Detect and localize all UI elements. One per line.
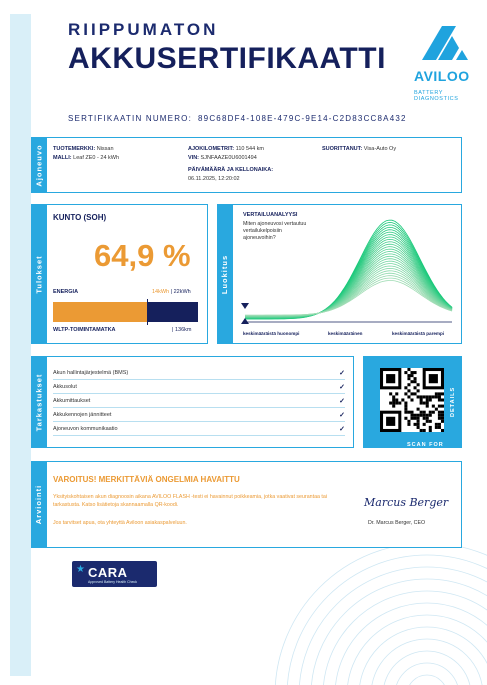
energy-label: ENERGIA: [53, 289, 79, 295]
warning-contact-text: Jos tarvitset apua, ota yhteyttä Aviloon asiakaspalveluun.: [53, 520, 187, 526]
qr-scan-label: SCAN FOR: [407, 442, 444, 448]
check-row: Akkumittaukset ✓: [53, 394, 345, 408]
assessment-tab: Arviointi: [31, 461, 47, 548]
qr-side-label: DETAILS: [450, 386, 456, 417]
decorative-circles: [227, 525, 487, 685]
wltp-label: WLTP-TOIMINTAMATKA: [53, 327, 116, 333]
model-field: MALLI: Leaf ZE0 - 24 kWh: [53, 155, 120, 161]
comparison-description: Miten ajoneuvosi vertautuu vertailukelpoisiin ajoneuvoihin?: [243, 221, 307, 241]
soh-section: [31, 204, 208, 344]
logo-text: AVILOO: [414, 68, 470, 84]
energy-values: 14kWh | 22kWh: [152, 289, 191, 295]
aviloo-logo-icon: [412, 22, 482, 100]
energy-bar-marker: [147, 299, 148, 325]
vehicle-tab: Ajoneuvo: [31, 137, 47, 193]
vehicle-position-marker: [241, 303, 249, 309]
check-icon: ✓: [339, 425, 345, 433]
axis-label-high: keskimääräistä parempi: [392, 331, 445, 336]
check-icon: ✓: [339, 369, 345, 377]
soh-label: KUNTO (SOH): [53, 213, 107, 222]
cert-number-label: SERTIFIKAATIN NUMERO:: [68, 114, 193, 123]
soh-value: 64,9 %: [94, 238, 191, 273]
date-value: 06.11.2025, 12:20:02: [188, 176, 240, 182]
logo-subtitle: BATTERY DIAGNOSTICS: [414, 90, 459, 102]
page-title: AKKUSERTIFIKAATTI: [68, 42, 386, 75]
performed-field: SUORITTANUT: Visa-Auto Oy: [322, 146, 397, 152]
warning-text: Yksityiskohtaisen akun diagnoosin aikana AVILOO FLASH -testi ei havainnut poikkeamia, jotka vaativat seurantaa tai tarkastusta. Katso lisätietoja skannaamalla QR-koodi.: [53, 494, 328, 508]
vin-field: VIN: SJNFAAZE0U6001494: [188, 155, 257, 161]
energy-bar: [53, 302, 198, 322]
check-row: Ajoneuvon kommunikaatio ✓: [53, 422, 345, 436]
make-field: TUOTEMERKKI: Nissan: [53, 146, 114, 152]
warning-title: VAROITUS! MERKITTÄVIÄ ONGELMIA HAVAITTU: [53, 475, 240, 484]
check-icon: ✓: [339, 411, 345, 419]
signer-name: Dr. Marcus Berger, CEO: [368, 520, 426, 526]
check-row: Akun hallintajärjestelmä (BMS) ✓: [53, 366, 345, 380]
cert-number: 89C68DF4-108E-479C-9E14-C2D83CC8A432: [198, 114, 407, 123]
cara-badge-text: CARA: [88, 565, 128, 580]
comparison-title: VERTAILUANALYYSI: [243, 212, 298, 218]
cara-star-icon: ★: [76, 564, 85, 575]
left-decor-stripe: [10, 14, 31, 676]
check-icon: ✓: [339, 397, 345, 405]
wltp-value: | 136km: [172, 327, 192, 333]
title-top: RIIPPUMATON: [68, 20, 219, 39]
ceo-signature: Marcus Berger: [364, 496, 449, 509]
qr-code[interactable]: [380, 368, 444, 432]
cara-badge-subtitle: Approved Battery Health Check: [88, 580, 138, 584]
date-label: PÄIVÄMÄÄRÄ JA KELLONAIKA:: [188, 167, 274, 173]
check-icon: ✓: [339, 383, 345, 391]
classification-tab: Luokitus: [217, 204, 233, 344]
certificate-number-line: [68, 114, 413, 123]
axis-label-mid: keskimääräinen: [328, 331, 363, 336]
mileage-field: AJOKILOMETRIT: 110 544 km: [188, 146, 265, 152]
check-row: Akkukennojen jännitteet ✓: [53, 408, 345, 422]
energy-bar-fill: [53, 302, 147, 322]
checks-tab: Tarkastukset: [31, 356, 47, 448]
axis-label-low: keskimääräistä huonompi: [243, 331, 300, 336]
results-tab: Tulokset: [31, 204, 47, 344]
qr-code-icon[interactable]: [380, 368, 444, 432]
check-row: Akkusolut ✓: [53, 380, 345, 394]
